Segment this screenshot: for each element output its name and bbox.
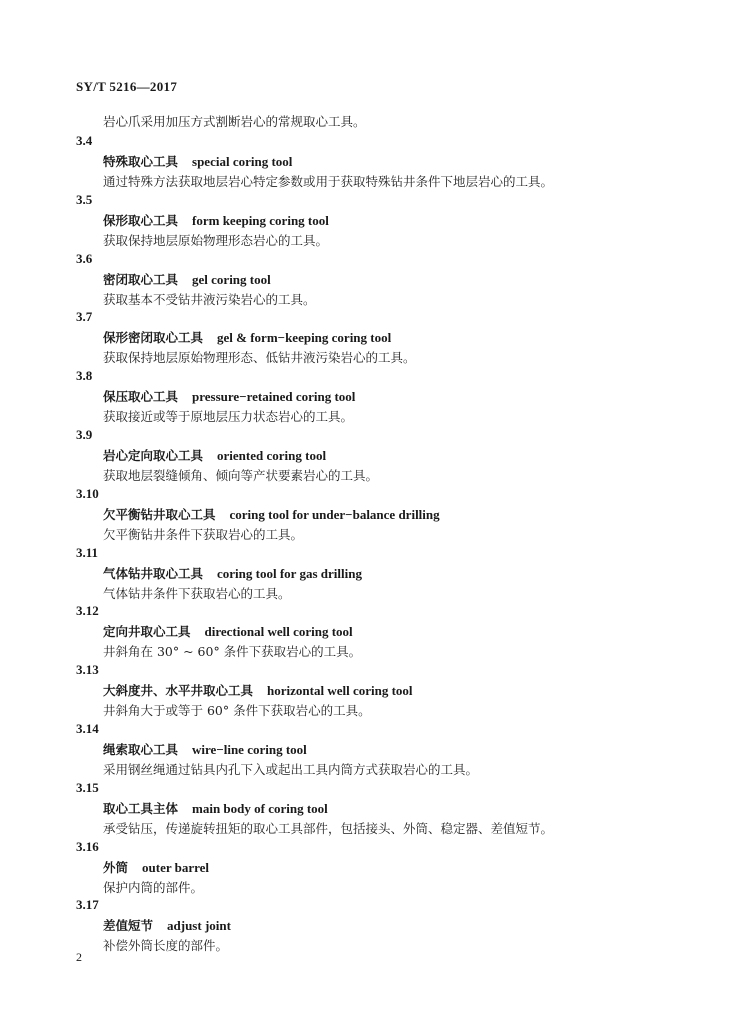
term-entry (0, 780, 729, 839)
entry-number: 3.6 (76, 250, 93, 266)
entry-number: 3.11 (76, 544, 99, 560)
term-zh: 欠平衡钻井取心工具 (103, 506, 216, 522)
entry-number: 3.9 (76, 426, 93, 442)
entry-definition: 获取保持地层原始物理形态、低钻井液污染岩心的工具。 (103, 350, 416, 366)
entry-term (103, 328, 391, 346)
term-en: pressure−retained coring tool (192, 389, 356, 405)
term-en: gel & form−keeping coring tool (217, 330, 392, 346)
entry-definition: 井斜角在 30° ~ 60° 条件下获取岩心的工具。 (103, 644, 362, 660)
term-entry (0, 897, 729, 956)
term-entry (0, 251, 729, 310)
term-zh: 气体钻井取心工具 (103, 565, 204, 581)
continuation-text: 岩心爪采用加压方式割断岩心的常规取心工具。 (103, 114, 366, 129)
term-zh: 岩心定向取心工具 (103, 447, 204, 463)
term-en: oriented coring tool (217, 447, 327, 463)
entry-term (103, 799, 328, 817)
term-entry (0, 133, 729, 192)
entry-term (103, 387, 355, 405)
entry-definition: 气体钻井条件下获取岩心的工具。 (103, 585, 291, 601)
term-en: main body of coring tool (192, 800, 328, 816)
entry-definition: 获取基本不受钻井液污染岩心的工具。 (103, 291, 316, 307)
term-zh: 保形取心工具 (103, 212, 179, 228)
term-zh: 保压取心工具 (103, 389, 179, 405)
entry-number: 3.17 (76, 897, 99, 913)
term-en: adjust joint (167, 918, 231, 934)
term-entries (0, 133, 729, 956)
term-en: directional well coring tool (204, 624, 353, 640)
page-number: 2 (76, 950, 82, 964)
entry-definition: 获取接近或等于原地层压力状态岩心的工具。 (103, 409, 354, 425)
entry-number: 3.5 (76, 191, 93, 207)
term-en: horizontal well coring tool (267, 683, 413, 699)
term-entry (0, 721, 729, 780)
entry-definition: 获取保持地层原始物理形态岩心的工具。 (103, 232, 329, 248)
entry-number: 3.12 (76, 603, 99, 619)
entry-number: 3.15 (76, 779, 99, 795)
term-en: coring tool for gas drilling (217, 565, 362, 581)
term-en: form keeping coring tool (192, 212, 329, 228)
term-zh: 外筒 (103, 859, 129, 875)
entry-number: 3.10 (76, 485, 99, 501)
term-entry (0, 192, 729, 251)
term-entry (0, 309, 729, 368)
entry-number: 3.4 (76, 133, 93, 148)
entry-term (103, 858, 209, 876)
entry-term (103, 622, 353, 640)
term-entry (0, 368, 729, 427)
entry-definition: 承受钻压，传递旋转扭矩的取心工具部件，包括接头、外筒、稳定器、差值短节。 (103, 820, 554, 836)
term-entry (0, 603, 729, 662)
entry-term (103, 564, 362, 582)
term-entry (0, 839, 729, 898)
term-zh: 大斜度井、水平井取心工具 (103, 683, 254, 699)
term-en: gel coring tool (192, 271, 271, 287)
entry-term (103, 916, 231, 934)
term-en: special coring tool (192, 154, 293, 169)
entry-number: 3.8 (76, 368, 93, 384)
entry-definition: 保护内筒的部件。 (103, 879, 204, 895)
entry-definition: 采用钢丝绳通过钻具内孔下入或起出工具内筒方式获取岩心的工具。 (103, 761, 479, 777)
entry-term (103, 505, 440, 523)
entry-term (103, 152, 292, 170)
term-entry (0, 545, 729, 604)
term-zh: 保形密闭取心工具 (103, 330, 204, 346)
entry-term (103, 446, 326, 464)
entry-number: 3.16 (76, 838, 99, 854)
entry-definition: 补偿外筒长度的部件。 (103, 938, 229, 954)
entry-term (103, 740, 307, 758)
entry-definition: 井斜角大于或等于 60° 条件下获取岩心的工具。 (103, 703, 371, 719)
term-zh: 定向井取心工具 (103, 624, 191, 640)
entry-number: 3.7 (76, 309, 93, 325)
term-zh: 特殊取心工具 (103, 154, 179, 169)
entry-definition: 欠平衡钻井条件下获取岩心的工具。 (103, 526, 304, 542)
entry-number: 3.13 (76, 662, 99, 678)
entry-term (103, 681, 413, 699)
term-zh: 绳索取心工具 (103, 741, 179, 757)
term-zh: 差值短节 (103, 918, 154, 934)
term-entry (0, 662, 729, 721)
term-en: coring tool for under−balance drilling (229, 506, 440, 522)
term-entry (0, 427, 729, 486)
entry-number: 3.14 (76, 720, 99, 736)
term-zh: 取心工具主体 (103, 800, 179, 816)
entry-term (103, 270, 271, 288)
standard-code-header: SY/T 5216—2017 (76, 79, 178, 94)
term-entry (0, 486, 729, 545)
entry-definition: 获取地层裂缝倾角、倾向等产状要素岩心的工具。 (103, 467, 379, 483)
term-en: wire−line coring tool (192, 741, 307, 757)
entry-definition: 通过特殊方法获取地层岩心特定参数或用于获取特殊钻井条件下地层岩心的工具。 (103, 174, 554, 189)
entry-term (103, 211, 329, 229)
term-en: outer barrel (142, 859, 210, 875)
term-zh: 密闭取心工具 (103, 271, 179, 287)
